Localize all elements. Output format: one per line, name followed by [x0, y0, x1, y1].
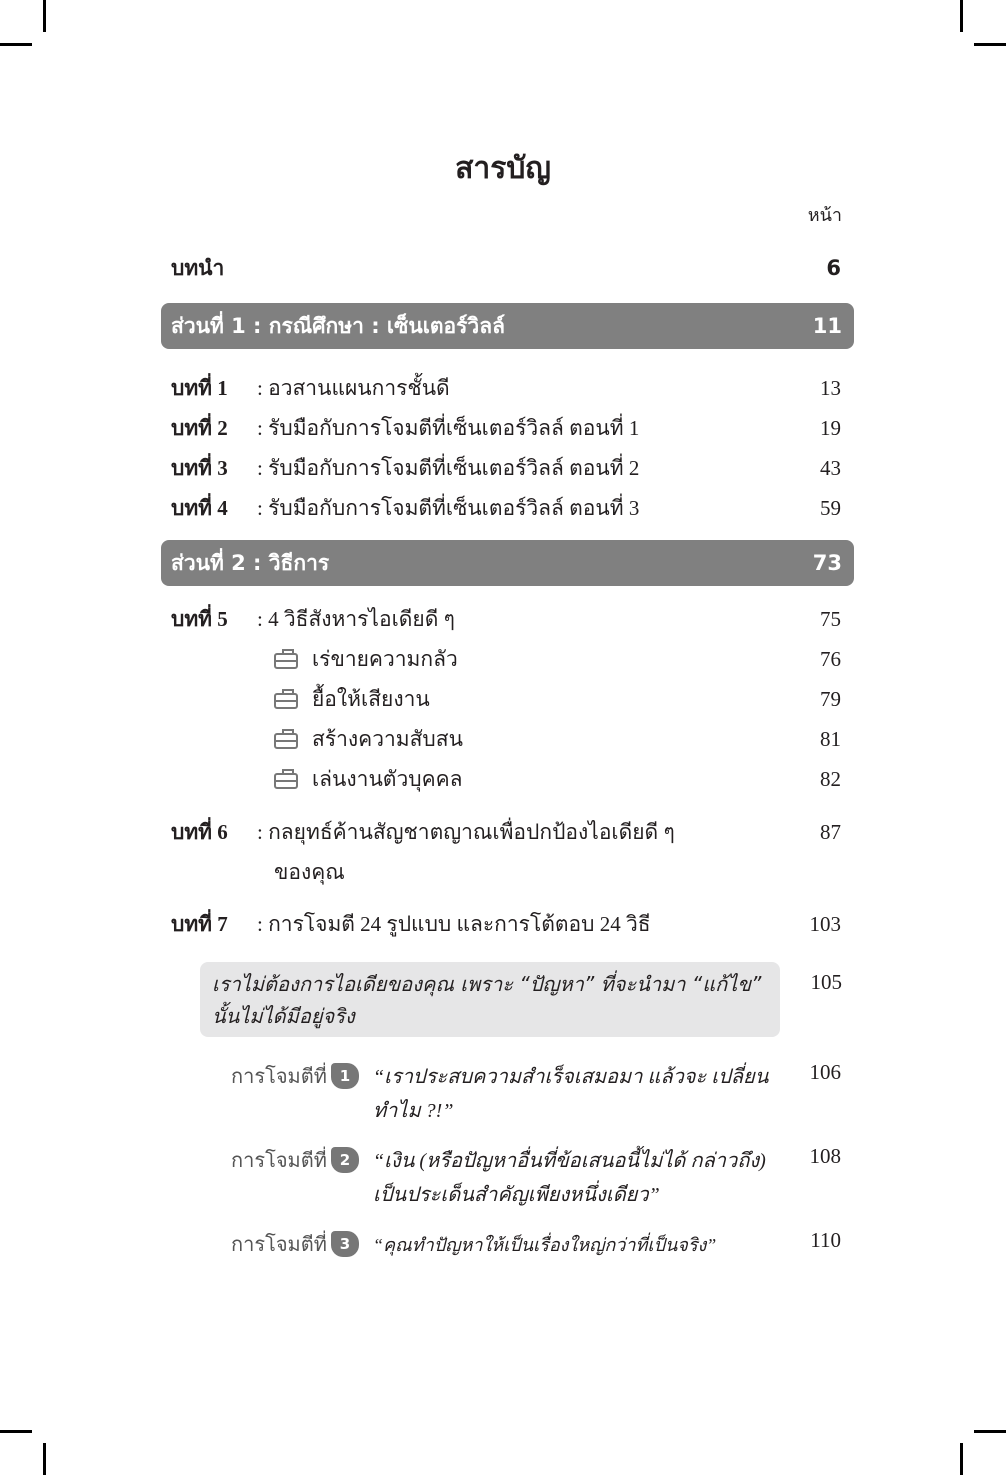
highlight-page: 105	[810, 970, 842, 994]
toc-subsection[interactable]	[274, 723, 841, 756]
crop-mark	[43, 1443, 46, 1475]
subsection-title: ยื้อให้เสียงาน	[312, 687, 430, 711]
toc-chapter[interactable]	[171, 412, 841, 445]
attack-page: 108	[809, 1144, 841, 1168]
chapter-number: 5	[217, 607, 228, 631]
toc-part-1[interactable]	[161, 303, 854, 349]
crop-mark	[960, 0, 963, 32]
chapter-title-continued: ของคุณ	[274, 860, 345, 884]
attack-number-badge: 2	[331, 1147, 359, 1173]
subsection-page: 79	[820, 687, 841, 711]
toc-attack[interactable]	[231, 1060, 841, 1130]
attack-quote: “คุณทำปัญหาให้เป็นเรื่องใหญ่กว่าที่เป็นจริง”	[373, 1235, 717, 1255]
chapter-title: : กลยุทธ์ค้านสัญชาตญาณเพื่อปกป้องไอเดียดี ๆ	[257, 820, 675, 844]
toc-subsection[interactable]	[274, 643, 841, 676]
toc-chapter[interactable]	[171, 372, 841, 405]
toc-intro[interactable]	[171, 252, 841, 285]
briefcase-icon	[274, 693, 298, 709]
subsection-page: 82	[820, 767, 841, 791]
briefcase-icon	[274, 653, 298, 669]
toc-chapter[interactable]	[171, 908, 841, 941]
chapter-page: 43	[820, 456, 841, 480]
chapter-number: 6	[217, 820, 228, 844]
page-title: สารบัญ	[455, 151, 551, 186]
page-column-header: หน้า	[807, 205, 842, 225]
chapter-page: 75	[820, 607, 841, 631]
chapter-number: 2	[217, 416, 228, 440]
chapter-label: บทที่	[171, 416, 213, 440]
highlight-box[interactable]: เราไม่ต้องการไอเดียของคุณ เพราะ “ปัญหา” ที่จะนำมา “แก้ไข” นั้นไม่ได้มีอยู่จริง	[200, 962, 780, 1037]
chapter-number: 3	[217, 456, 228, 480]
crop-mark	[974, 1430, 1006, 1433]
chapter-label: บทที่	[171, 912, 213, 936]
toc-part-2[interactable]	[161, 540, 854, 586]
subsection-title: เร่ขายความกลัว	[312, 647, 458, 671]
chapter-label: บทที่	[171, 496, 213, 520]
intro-label: บทนำ	[171, 256, 225, 280]
chapter-label: บทที่	[171, 820, 213, 844]
part-label: ส่วนที่ 2 : วิธีการ	[171, 550, 330, 575]
chapter-title: : รับมือกับการโจมตีที่เซ็นเตอร์วิลล์ ตอนที่ 3	[257, 496, 640, 520]
toc-subsection[interactable]	[274, 683, 841, 716]
subsection-page: 76	[820, 647, 841, 671]
chapter-page: 59	[820, 496, 841, 520]
intro-page: 6	[826, 256, 841, 280]
toc-chapter[interactable]	[171, 492, 841, 525]
attack-label: การโจมตีที่	[231, 1148, 327, 1172]
chapter-number: 7	[217, 912, 228, 936]
toc-chapter[interactable]	[171, 816, 841, 849]
toc-attack[interactable]	[231, 1144, 841, 1214]
attack-page: 110	[810, 1228, 841, 1252]
briefcase-icon	[274, 773, 298, 789]
toc-chapter[interactable]	[171, 603, 841, 636]
part-page: 11	[812, 314, 842, 338]
subsection-title: เล่นงานตัวบุคคล	[312, 767, 463, 791]
crop-mark	[0, 1430, 32, 1433]
chapter-page: 13	[820, 376, 841, 400]
chapter-title: : 4 วิธีสังหารไอเดียดี ๆ	[257, 607, 455, 631]
chapter-page: 19	[820, 416, 841, 440]
chapter-title: : การโจมตี 24 รูปแบบ และการโต้ตอบ 24 วิธี	[257, 912, 651, 936]
chapter-title: : รับมือกับการโจมตีที่เซ็นเตอร์วิลล์ ตอนที่ 1	[257, 416, 640, 440]
chapter-label: บทที่	[171, 376, 213, 400]
chapter-label: บทที่	[171, 456, 213, 480]
toc-attack[interactable]	[231, 1228, 841, 1264]
chapter-label: บทที่	[171, 607, 213, 631]
chapter-number: 1	[217, 376, 228, 400]
crop-mark	[960, 1443, 963, 1475]
chapter-number: 4	[217, 496, 228, 520]
chapter-page: 103	[809, 912, 841, 936]
attack-number-badge: 3	[331, 1231, 359, 1257]
subsection-page: 81	[820, 727, 841, 751]
crop-mark	[43, 0, 46, 32]
subsection-title: สร้างความสับสน	[312, 727, 463, 751]
part-label: ส่วนที่ 1 : กรณีศึกษา : เซ็นเตอร์วิลล์	[171, 313, 505, 338]
toc-chapter[interactable]	[171, 452, 841, 485]
attack-page: 106	[809, 1060, 841, 1084]
attack-label: การโจมตีที่	[231, 1232, 327, 1256]
chapter-title: : รับมือกับการโจมตีที่เซ็นเตอร์วิลล์ ตอนที่ 2	[257, 456, 640, 480]
attack-label: การโจมตีที่	[231, 1064, 327, 1088]
attack-number-badge: 1	[331, 1063, 359, 1089]
chapter-page: 87	[820, 820, 841, 844]
attack-quote: “เราประสบความสำเร็จเสมอมา แล้วจะ เปลี่ยนทำไม ?!”	[373, 1066, 769, 1122]
crop-mark	[0, 43, 32, 46]
part-page: 73	[812, 551, 842, 575]
attack-quote: “เงิน (หรือปัญหาอื่นที่ข้อเสนอนี้ไม่ได้ กล่าวถึง) เป็นประเด็นสำคัญเพียงหนึ่งเดียว”	[373, 1150, 766, 1206]
chapter-title: : อวสานแผนการชั้นดี	[257, 376, 450, 400]
toc-subsection[interactable]	[274, 763, 841, 796]
crop-mark	[974, 43, 1006, 46]
briefcase-icon	[274, 733, 298, 749]
